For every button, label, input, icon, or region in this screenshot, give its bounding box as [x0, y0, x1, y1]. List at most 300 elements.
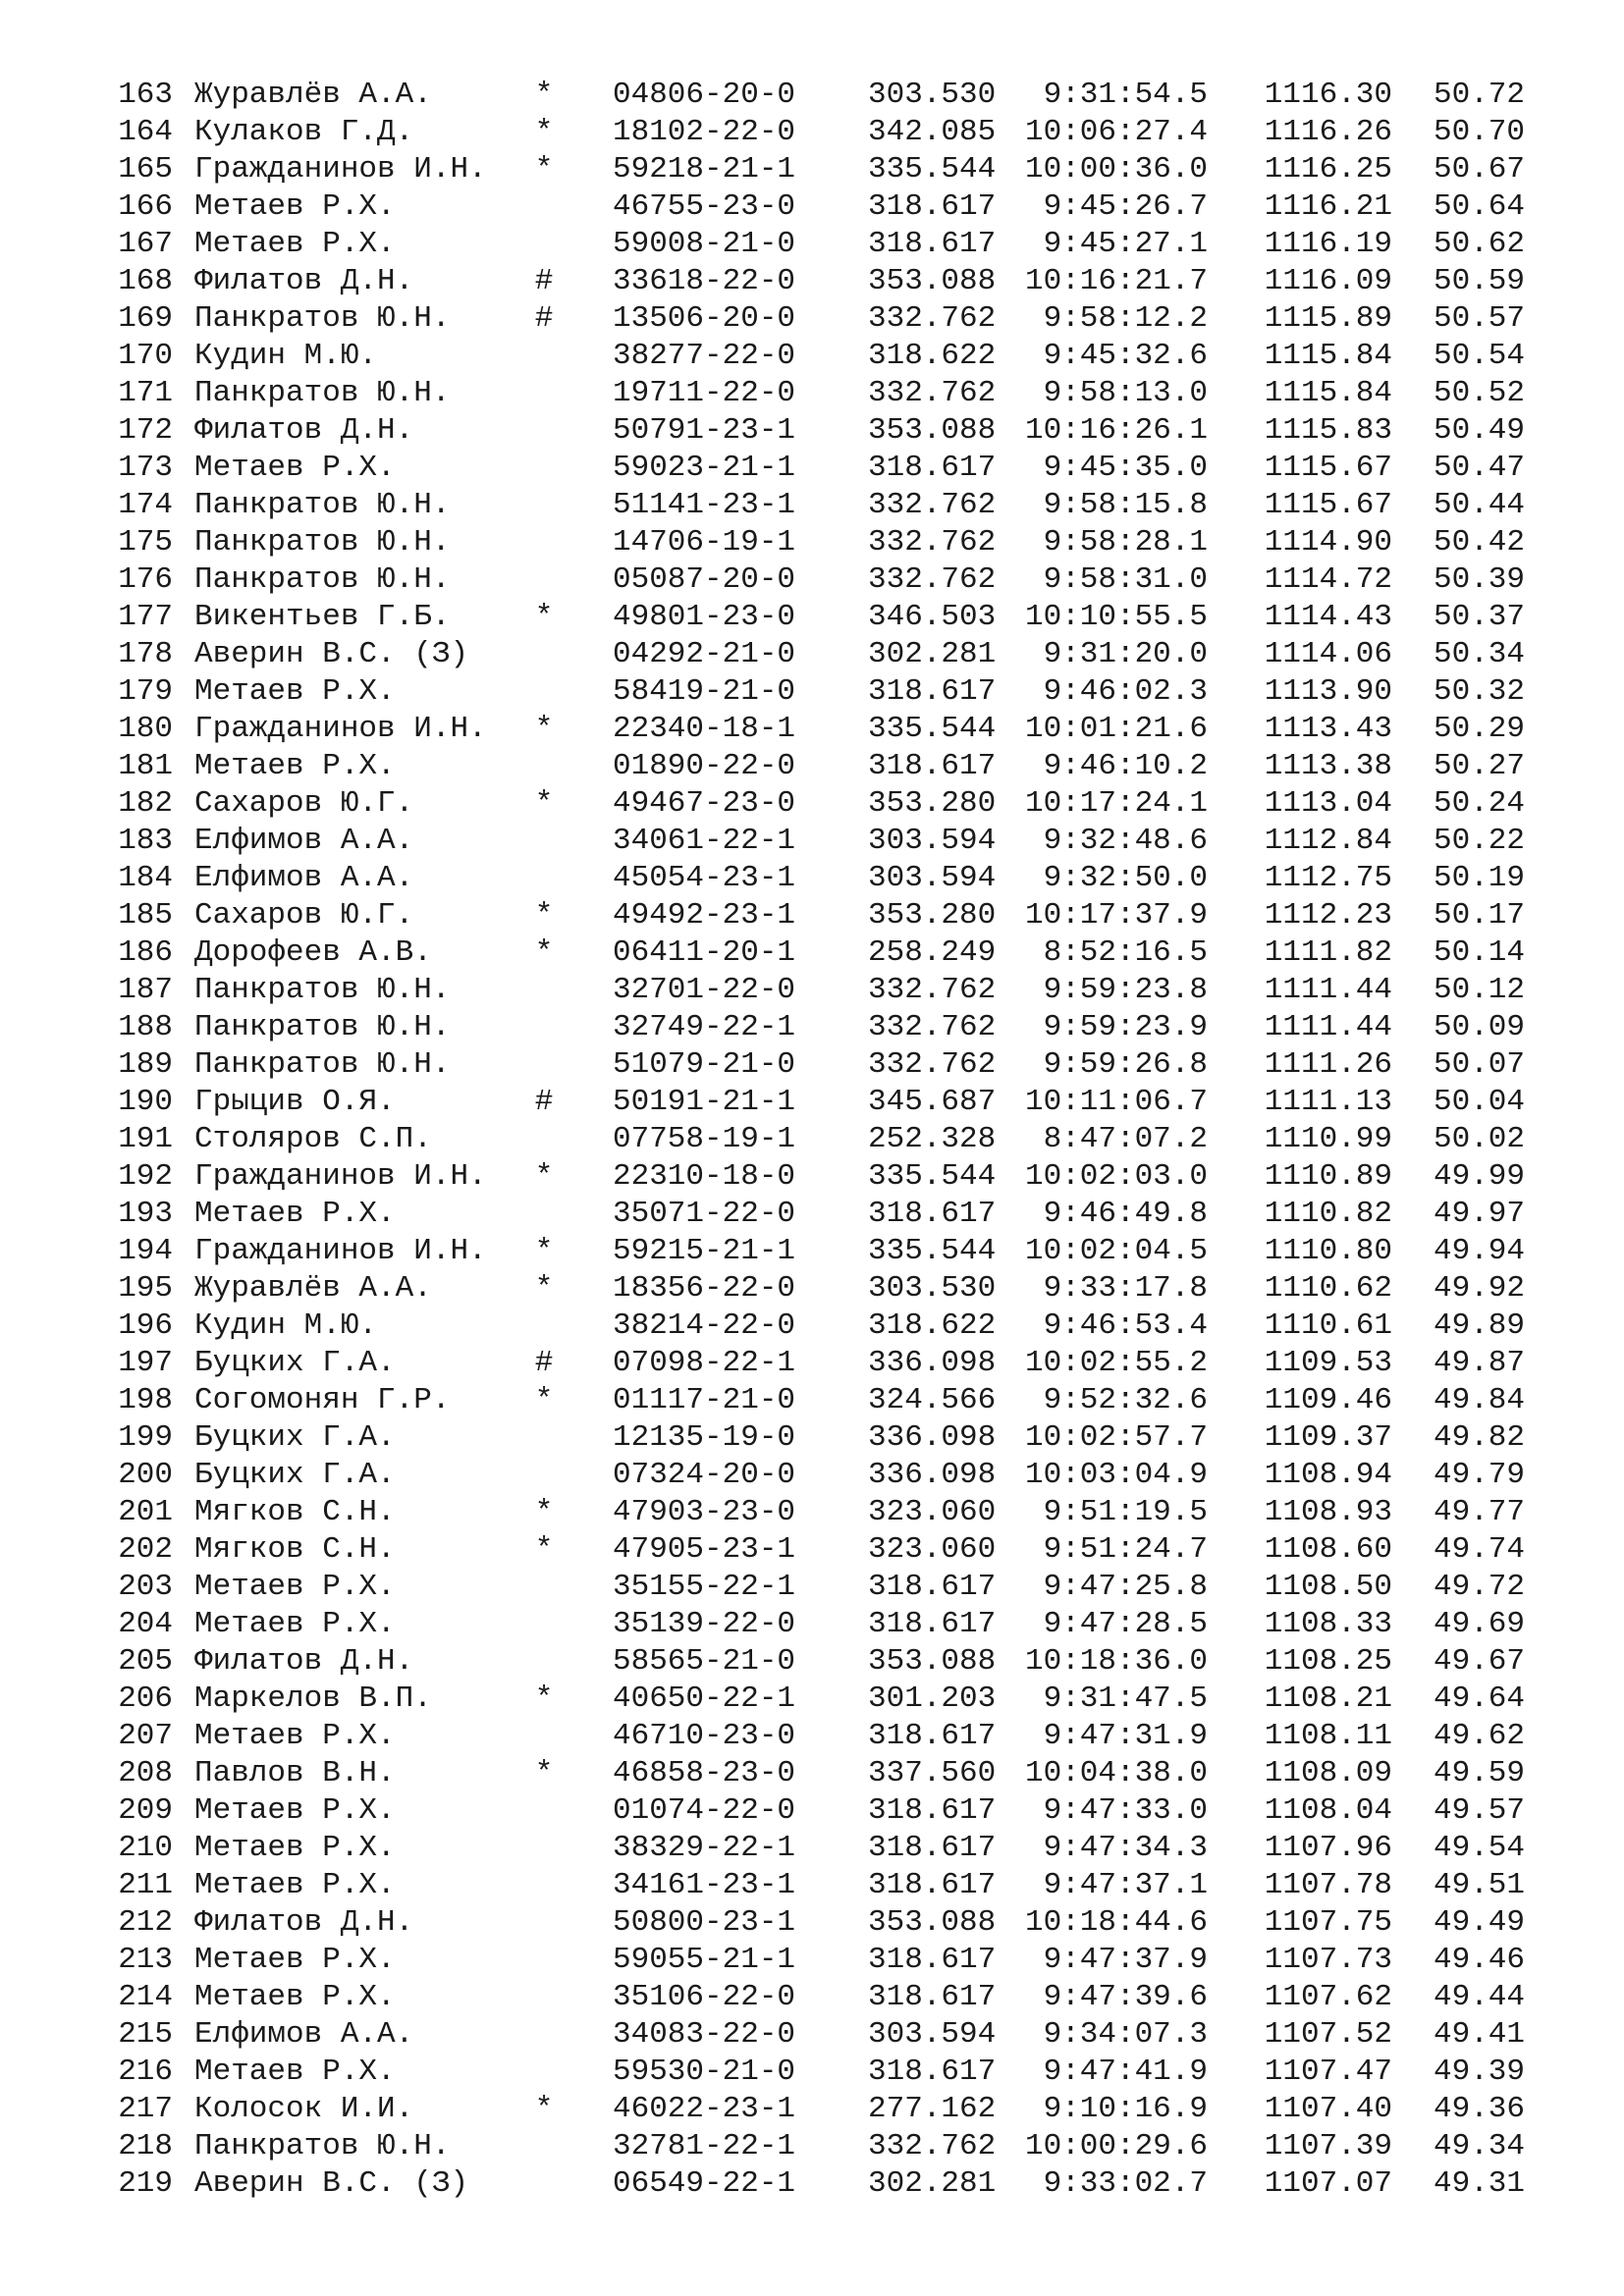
- speed: 1115.67: [1264, 451, 1392, 485]
- score: 50.72: [1433, 78, 1525, 112]
- fancier-name: Гражданинов И.Н.: [194, 152, 487, 187]
- arrival-time: 9:47:41.9: [1043, 2055, 1208, 2089]
- score: 49.41: [1433, 2017, 1525, 2052]
- arrival-time: 10:02:55.2: [1024, 1346, 1208, 1380]
- score: 50.49: [1433, 413, 1525, 448]
- arrival-time: 9:46:53.4: [1043, 1308, 1208, 1343]
- ring-number: 58419-21-0: [613, 674, 796, 709]
- ring-number: 34083-22-0: [613, 2017, 796, 2052]
- status-mark: #: [534, 301, 554, 336]
- speed: 1108.09: [1264, 1756, 1392, 1790]
- distance: 335.544: [868, 712, 997, 746]
- arrival-time: 9:58:31.0: [1043, 562, 1208, 597]
- fancier-name: Сахаров Ю.Г.: [194, 786, 414, 821]
- place-number: 209: [118, 1793, 173, 1828]
- fancier-name: Панкратов Ю.Н.: [194, 562, 451, 597]
- arrival-time: 9:45:26.7: [1043, 189, 1208, 224]
- ring-number: 04806-20-0: [613, 78, 796, 112]
- place-number: 213: [118, 1943, 173, 1977]
- distance: 318.622: [868, 339, 997, 373]
- distance: 318.617: [868, 749, 997, 783]
- arrival-time: 9:47:33.0: [1043, 1793, 1208, 1828]
- arrival-time: 9:58:13.0: [1043, 376, 1208, 410]
- fancier-name: Панкратов Ю.Н.: [194, 525, 451, 560]
- score: 50.39: [1433, 562, 1525, 597]
- distance: 332.762: [868, 488, 997, 522]
- speed: 1107.73: [1264, 1943, 1392, 1977]
- arrival-time: 10:16:21.7: [1024, 264, 1208, 298]
- score: 50.34: [1433, 637, 1525, 671]
- distance: 332.762: [868, 973, 997, 1007]
- ring-number: 51079-21-0: [613, 1047, 796, 1082]
- place-number: 203: [118, 1570, 173, 1604]
- distance: 332.762: [868, 2129, 997, 2163]
- ring-number: 50191-21-1: [613, 1085, 796, 1119]
- distance: 353.280: [868, 898, 997, 933]
- distance: 323.060: [868, 1532, 997, 1567]
- score: 50.42: [1433, 525, 1525, 560]
- place-number: 170: [118, 339, 173, 373]
- distance: 336.098: [868, 1420, 997, 1455]
- score: 50.54: [1433, 339, 1525, 373]
- fancier-name: Филатов Д.Н.: [194, 1644, 414, 1679]
- place-number: 200: [118, 1458, 173, 1492]
- place-number: 204: [118, 1607, 173, 1641]
- fancier-name: Аверин В.С. (З): [194, 2166, 469, 2201]
- fancier-name: Метаев Р.Х.: [194, 1197, 396, 1231]
- speed: 1115.89: [1264, 301, 1392, 336]
- score: 50.22: [1433, 824, 1525, 858]
- fancier-name: Панкратов Ю.Н.: [194, 1010, 451, 1044]
- status-mark: *: [534, 2092, 554, 2126]
- distance: 335.544: [868, 152, 997, 187]
- arrival-time: 9:47:37.1: [1043, 1868, 1208, 1902]
- place-number: 180: [118, 712, 173, 746]
- status-mark: *: [534, 1682, 554, 1716]
- score: 49.79: [1433, 1458, 1525, 1492]
- distance: 318.617: [868, 1793, 997, 1828]
- place-number: 214: [118, 1980, 173, 2014]
- arrival-time: 8:52:16.5: [1043, 935, 1208, 970]
- speed: 1111.26: [1264, 1047, 1392, 1082]
- score: 49.59: [1433, 1756, 1525, 1790]
- distance: 318.617: [868, 1719, 997, 1753]
- score: 50.04: [1433, 1085, 1525, 1119]
- score: 50.37: [1433, 600, 1525, 634]
- fancier-name: Панкратов Ю.Н.: [194, 1047, 451, 1082]
- status-mark: *: [534, 1159, 554, 1194]
- distance: 332.762: [868, 562, 997, 597]
- place-number: 186: [118, 935, 173, 970]
- place-number: 218: [118, 2129, 173, 2163]
- fancier-name: Метаев Р.Х.: [194, 1793, 396, 1828]
- score: 50.32: [1433, 674, 1525, 709]
- speed: 1110.82: [1264, 1197, 1392, 1231]
- distance: 342.085: [868, 115, 997, 149]
- fancier-name: Буцких Г.А.: [194, 1346, 396, 1380]
- distance: 346.503: [868, 600, 997, 634]
- distance: 303.530: [868, 78, 997, 112]
- score: 49.64: [1433, 1682, 1525, 1716]
- speed: 1110.89: [1264, 1159, 1392, 1194]
- ring-number: 07758-19-1: [613, 1122, 796, 1156]
- arrival-time: 9:58:12.2: [1043, 301, 1208, 336]
- fancier-name: Дорофеев А.В.: [194, 935, 432, 970]
- ring-number: 18102-22-0: [613, 115, 796, 149]
- score: 49.77: [1433, 1495, 1525, 1529]
- ring-number: 22310-18-0: [613, 1159, 796, 1194]
- distance: 318.617: [868, 189, 997, 224]
- speed: 1110.61: [1264, 1308, 1392, 1343]
- ring-number: 46755-23-0: [613, 189, 796, 224]
- status-mark: *: [534, 712, 554, 746]
- place-number: 188: [118, 1010, 173, 1044]
- distance: 318.617: [868, 2055, 997, 2089]
- place-number: 179: [118, 674, 173, 709]
- score: 50.12: [1433, 973, 1525, 1007]
- speed: 1115.84: [1264, 376, 1392, 410]
- distance: 332.762: [868, 301, 997, 336]
- place-number: 176: [118, 562, 173, 597]
- ring-number: 59023-21-1: [613, 451, 796, 485]
- arrival-time: 9:31:20.0: [1043, 637, 1208, 671]
- score: 49.49: [1433, 1905, 1525, 1940]
- ring-number: 32749-22-1: [613, 1010, 796, 1044]
- distance: 345.687: [868, 1085, 997, 1119]
- arrival-time: 9:47:28.5: [1043, 1607, 1208, 1641]
- ring-number: 50800-23-1: [613, 1905, 796, 1940]
- arrival-time: 9:58:28.1: [1043, 525, 1208, 560]
- score: 50.07: [1433, 1047, 1525, 1082]
- status-mark: *: [534, 115, 554, 149]
- fancier-name: Столяров С.П.: [194, 1122, 432, 1156]
- fancier-name: Елфимов А.А.: [194, 2017, 414, 2052]
- ring-number: 06411-20-1: [613, 935, 796, 970]
- ring-number: 01890-22-0: [613, 749, 796, 783]
- speed: 1116.21: [1264, 189, 1392, 224]
- speed: 1111.82: [1264, 935, 1392, 970]
- fancier-name: Колосок И.И.: [194, 2092, 414, 2126]
- arrival-time: 10:00:29.6: [1024, 2129, 1208, 2163]
- arrival-time: 10:11:06.7: [1024, 1085, 1208, 1119]
- fancier-name: Журавлёв А.А.: [194, 78, 432, 112]
- score: 49.39: [1433, 2055, 1525, 2089]
- ring-number: 59055-21-1: [613, 1943, 796, 1977]
- score: 50.70: [1433, 115, 1525, 149]
- ring-number: 05087-20-0: [613, 562, 796, 597]
- ring-number: 46710-23-0: [613, 1719, 796, 1753]
- speed: 1108.11: [1264, 1719, 1392, 1753]
- status-mark: *: [534, 1383, 554, 1417]
- fancier-name: Кудин М.Ю.: [194, 339, 378, 373]
- ring-number: 35071-22-0: [613, 1197, 796, 1231]
- arrival-time: 10:00:36.0: [1024, 152, 1208, 187]
- arrival-time: 9:31:54.5: [1043, 78, 1208, 112]
- distance: 303.594: [868, 824, 997, 858]
- speed: 1107.39: [1264, 2129, 1392, 2163]
- place-number: 207: [118, 1719, 173, 1753]
- arrival-time: 9:47:25.8: [1043, 1570, 1208, 1604]
- fancier-name: Грыцив О.Я.: [194, 1085, 396, 1119]
- distance: 335.544: [868, 1159, 997, 1194]
- place-number: 199: [118, 1420, 173, 1455]
- speed: 1107.07: [1264, 2166, 1392, 2201]
- arrival-time: 9:59:26.8: [1043, 1047, 1208, 1082]
- ring-number: 07098-22-1: [613, 1346, 796, 1380]
- ring-number: 35106-22-0: [613, 1980, 796, 2014]
- score: 49.44: [1433, 1980, 1525, 2014]
- place-number: 202: [118, 1532, 173, 1567]
- arrival-time: 9:34:07.3: [1043, 2017, 1208, 2052]
- ring-number: 07324-20-0: [613, 1458, 796, 1492]
- ring-number: 59008-21-0: [613, 227, 796, 261]
- distance: 318.617: [868, 451, 997, 485]
- status-mark: *: [534, 600, 554, 634]
- place-number: 215: [118, 2017, 173, 2052]
- fancier-name: Метаев Р.Х.: [194, 1719, 396, 1753]
- fancier-name: Филатов Д.Н.: [194, 413, 414, 448]
- arrival-time: 10:02:57.7: [1024, 1420, 1208, 1455]
- fancier-name: Метаев Р.Х.: [194, 1943, 396, 1977]
- speed: 1116.25: [1264, 152, 1392, 187]
- status-mark: *: [534, 152, 554, 187]
- ring-number: 22340-18-1: [613, 712, 796, 746]
- distance: 353.088: [868, 1905, 997, 1940]
- place-number: 167: [118, 227, 173, 261]
- speed: 1108.25: [1264, 1644, 1392, 1679]
- speed: 1107.52: [1264, 2017, 1392, 2052]
- speed: 1114.90: [1264, 525, 1392, 560]
- status-mark: *: [534, 1495, 554, 1529]
- score: 50.29: [1433, 712, 1525, 746]
- distance: 323.060: [868, 1495, 997, 1529]
- distance: 324.566: [868, 1383, 997, 1417]
- ring-number: 45054-23-1: [613, 861, 796, 895]
- score: 49.99: [1433, 1159, 1525, 1194]
- speed: 1116.09: [1264, 264, 1392, 298]
- ring-number: 49467-23-0: [613, 786, 796, 821]
- fancier-name: Гражданинов И.Н.: [194, 1234, 487, 1268]
- ring-number: 49492-23-1: [613, 898, 796, 933]
- status-mark: *: [534, 935, 554, 970]
- ring-number: 40650-22-1: [613, 1682, 796, 1716]
- fancier-name: Метаев Р.Х.: [194, 749, 396, 783]
- ring-number: 18356-22-0: [613, 1271, 796, 1306]
- arrival-time: 9:47:39.6: [1043, 1980, 1208, 2014]
- speed: 1110.99: [1264, 1122, 1392, 1156]
- place-number: 197: [118, 1346, 173, 1380]
- ring-number: 12135-19-0: [613, 1420, 796, 1455]
- score: 50.19: [1433, 861, 1525, 895]
- distance: 353.088: [868, 264, 997, 298]
- speed: 1108.60: [1264, 1532, 1392, 1567]
- arrival-time: 10:16:26.1: [1024, 413, 1208, 448]
- status-mark: *: [534, 1532, 554, 1567]
- arrival-time: 9:10:16.9: [1043, 2092, 1208, 2126]
- place-number: 192: [118, 1159, 173, 1194]
- distance: 303.594: [868, 2017, 997, 2052]
- place-number: 187: [118, 973, 173, 1007]
- speed: 1113.04: [1264, 786, 1392, 821]
- fancier-name: Панкратов Ю.Н.: [194, 376, 451, 410]
- place-number: 165: [118, 152, 173, 187]
- place-number: 210: [118, 1831, 173, 1865]
- place-number: 175: [118, 525, 173, 560]
- distance: 318.617: [868, 1197, 997, 1231]
- arrival-time: 9:46:02.3: [1043, 674, 1208, 709]
- place-number: 184: [118, 861, 173, 895]
- fancier-name: Мягков С.Н.: [194, 1495, 396, 1529]
- place-number: 173: [118, 451, 173, 485]
- arrival-time: 9:46:49.8: [1043, 1197, 1208, 1231]
- place-number: 168: [118, 264, 173, 298]
- speed: 1108.93: [1264, 1495, 1392, 1529]
- place-number: 174: [118, 488, 173, 522]
- ring-number: 01074-22-0: [613, 1793, 796, 1828]
- arrival-time: 9:51:24.7: [1043, 1532, 1208, 1567]
- speed: 1107.47: [1264, 2055, 1392, 2089]
- ring-number: 32781-22-1: [613, 2129, 796, 2163]
- place-number: 205: [118, 1644, 173, 1679]
- place-number: 178: [118, 637, 173, 671]
- distance: 332.762: [868, 1047, 997, 1082]
- distance: 302.281: [868, 2166, 997, 2201]
- place-number: 189: [118, 1047, 173, 1082]
- score: 49.67: [1433, 1644, 1525, 1679]
- fancier-name: Журавлёв А.А.: [194, 1271, 432, 1306]
- status-mark: #: [534, 264, 554, 298]
- arrival-time: 10:10:55.5: [1024, 600, 1208, 634]
- ring-number: 13506-20-0: [613, 301, 796, 336]
- distance: 318.617: [868, 1868, 997, 1902]
- ring-number: 38214-22-0: [613, 1308, 796, 1343]
- ring-number: 33618-22-0: [613, 264, 796, 298]
- score: 50.57: [1433, 301, 1525, 336]
- arrival-time: 9:45:27.1: [1043, 227, 1208, 261]
- place-number: 196: [118, 1308, 173, 1343]
- place-number: 201: [118, 1495, 173, 1529]
- place-number: 212: [118, 1905, 173, 1940]
- score: 50.24: [1433, 786, 1525, 821]
- distance: 353.088: [868, 413, 997, 448]
- arrival-time: 10:02:04.5: [1024, 1234, 1208, 1268]
- score: 49.34: [1433, 2129, 1525, 2163]
- score: 49.62: [1433, 1719, 1525, 1753]
- speed: 1108.50: [1264, 1570, 1392, 1604]
- arrival-time: 9:32:48.6: [1043, 824, 1208, 858]
- ring-number: 58565-21-0: [613, 1644, 796, 1679]
- ring-number: 38329-22-1: [613, 1831, 796, 1865]
- score: 50.17: [1433, 898, 1525, 933]
- arrival-time: 9:47:34.3: [1043, 1831, 1208, 1865]
- score: 50.64: [1433, 189, 1525, 224]
- fancier-name: Викентьев Г.Б.: [194, 600, 451, 634]
- speed: 1113.90: [1264, 674, 1392, 709]
- score: 49.89: [1433, 1308, 1525, 1343]
- distance: 336.098: [868, 1458, 997, 1492]
- score: 49.69: [1433, 1607, 1525, 1641]
- score: 49.92: [1433, 1271, 1525, 1306]
- ring-number: 32701-22-0: [613, 973, 796, 1007]
- arrival-time: 9:51:19.5: [1043, 1495, 1208, 1529]
- fancier-name: Панкратов Ю.Н.: [194, 973, 451, 1007]
- speed: 1111.13: [1264, 1085, 1392, 1119]
- fancier-name: Павлов В.Н.: [194, 1756, 396, 1790]
- speed: 1108.94: [1264, 1458, 1392, 1492]
- ring-number: 34161-23-1: [613, 1868, 796, 1902]
- distance: 252.328: [868, 1122, 997, 1156]
- place-number: 172: [118, 413, 173, 448]
- ring-number: 19711-22-0: [613, 376, 796, 410]
- fancier-name: Филатов Д.Н.: [194, 1905, 414, 1940]
- speed: 1108.21: [1264, 1682, 1392, 1716]
- speed: 1107.75: [1264, 1905, 1392, 1940]
- fancier-name: Маркелов В.П.: [194, 1682, 432, 1716]
- fancier-name: Филатов Д.Н.: [194, 264, 414, 298]
- ring-number: 38277-22-0: [613, 339, 796, 373]
- arrival-time: 8:47:07.2: [1043, 1122, 1208, 1156]
- ring-number: 47903-23-0: [613, 1495, 796, 1529]
- score: 50.52: [1433, 376, 1525, 410]
- place-number: 217: [118, 2092, 173, 2126]
- speed: 1108.33: [1264, 1607, 1392, 1641]
- fancier-name: Метаев Р.Х.: [194, 1980, 396, 2014]
- score: 50.44: [1433, 488, 1525, 522]
- ring-number: 01117-21-0: [613, 1383, 796, 1417]
- fancier-name: Буцких Г.А.: [194, 1420, 396, 1455]
- speed: 1111.44: [1264, 973, 1392, 1007]
- place-number: 198: [118, 1383, 173, 1417]
- place-number: 195: [118, 1271, 173, 1306]
- fancier-name: Гражданинов И.Н.: [194, 1159, 487, 1194]
- speed: 1115.84: [1264, 339, 1392, 373]
- place-number: 182: [118, 786, 173, 821]
- fancier-name: Метаев Р.Х.: [194, 2055, 396, 2089]
- score: 50.62: [1433, 227, 1525, 261]
- distance: 318.617: [868, 1607, 997, 1641]
- distance: 353.280: [868, 786, 997, 821]
- score: 50.09: [1433, 1010, 1525, 1044]
- speed: 1116.26: [1264, 115, 1392, 149]
- speed: 1113.38: [1264, 749, 1392, 783]
- fancier-name: Кудин М.Ю.: [194, 1308, 378, 1343]
- distance: 332.762: [868, 376, 997, 410]
- arrival-time: 9:31:47.5: [1043, 1682, 1208, 1716]
- arrival-time: 10:02:03.0: [1024, 1159, 1208, 1194]
- ring-number: 49801-23-0: [613, 600, 796, 634]
- status-mark: *: [534, 78, 554, 112]
- distance: 302.281: [868, 637, 997, 671]
- speed: 1115.67: [1264, 488, 1392, 522]
- score: 50.67: [1433, 152, 1525, 187]
- arrival-time: 10:18:36.0: [1024, 1644, 1208, 1679]
- status-mark: #: [534, 1346, 554, 1380]
- place-number: 171: [118, 376, 173, 410]
- ring-number: 04292-21-0: [613, 637, 796, 671]
- speed: 1114.06: [1264, 637, 1392, 671]
- speed: 1116.30: [1264, 78, 1392, 112]
- arrival-time: 9:47:31.9: [1043, 1719, 1208, 1753]
- ring-number: 34061-22-1: [613, 824, 796, 858]
- speed: 1109.37: [1264, 1420, 1392, 1455]
- place-number: 193: [118, 1197, 173, 1231]
- score: 49.94: [1433, 1234, 1525, 1268]
- arrival-time: 10:17:24.1: [1024, 786, 1208, 821]
- status-mark: #: [534, 1085, 554, 1119]
- distance: 318.617: [868, 674, 997, 709]
- score: 49.97: [1433, 1197, 1525, 1231]
- distance: 318.617: [868, 227, 997, 261]
